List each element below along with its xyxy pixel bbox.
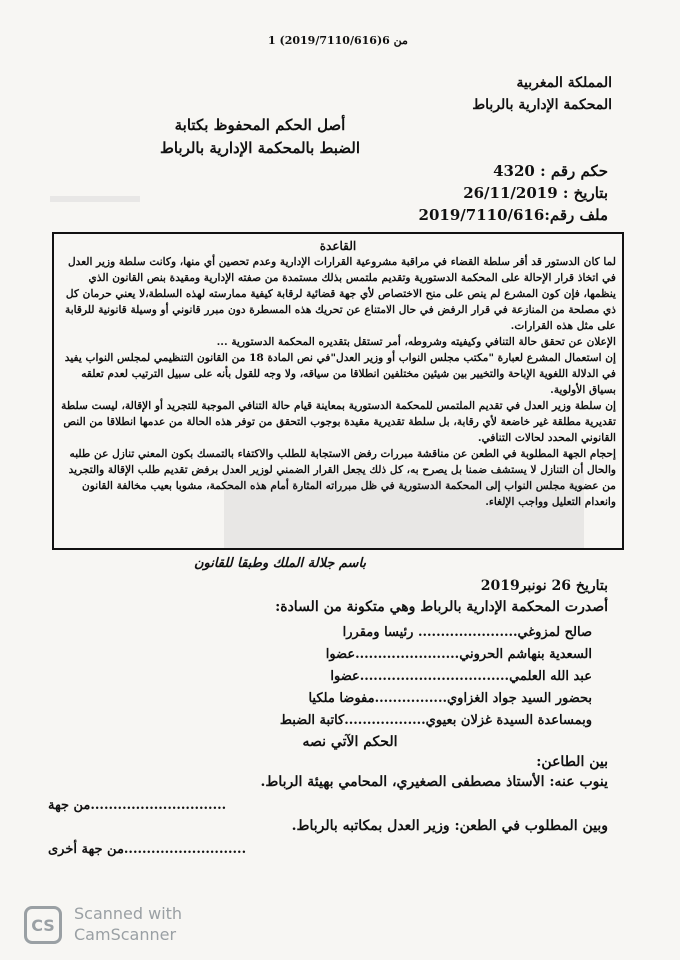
- issuer-block: [312, 72, 612, 116]
- rule-paragraph: إن استعمال المشرع لعبارة "مكتب مجلس النواب أو وزير العدل"في نص المادة 18 من القانون التنظيمي لمجلس النواب يفيد في الدلالة اللغوية الإباحة والتخيير بين شيئين مختلفين انطلاقا من سياقه، ولا وجه للقول بأنه على سبيل الترتيب لعدم تعلقه بسياق الأولوية.: [64, 352, 616, 396]
- verdict-heading: الحكم الآتي نصه: [302, 734, 398, 750]
- hearing-date: بتاريخ 26 نونبر2019: [480, 578, 608, 594]
- camscanner-watermark: [74, 903, 182, 945]
- panel-list: [152, 622, 592, 732]
- royal-invocation: باسم جلالة الملك وطبقا للقانون: [193, 556, 367, 571]
- kingdom-name: المملكة المغربية: [516, 75, 612, 91]
- court-name: المحكمة الإدارية بالرباط: [472, 97, 612, 113]
- camscanner-logo-icon: CS: [24, 906, 62, 944]
- rule-paragraph: إحجام الجهة المطلوبة في الطعن عن مناقشة مبررات رفض الاستجابة للطلب والاكتفاء بالتمسك بكون المعني تنازل عن طلبه والحال أن التنازل لا يستشف ضمنا بل يصرح به، كل ذلك يجعل القرار الضمني لوزير العدل برفض تقديم طلب الإقالة والتجريد من عضوية مجلس النواب إلى المحكمة الدستورية في ظل مبرراته المثارة أمام هذه المحكمة، مشوبا بعيب مخالفة القانون وانعدام التعليل وواجب الإلغاء.: [68, 448, 616, 508]
- court-composition: أصدرت المحكمة الإدارية بالرباط وهي متكونة من السادة:: [275, 599, 608, 615]
- original-title-line-1: أصل الحكم المحفوظ بكتابة: [174, 116, 346, 134]
- party-one-side: ..............................من جهة: [48, 798, 227, 813]
- rule-title: القاعدة: [319, 239, 357, 253]
- judgment-date: بتاريخ : 26/11/2019: [463, 184, 608, 202]
- rule-paragraph: لما كان الدستور قد أقر سلطة القضاء في مراقبة مشروعية القرارات الإدارية وعدم تحصين أي منها، وكانت سلطة وزير العدل في اتخاذ قرار الإحالة على المحكمة الدستورية وتقديم ملتمس بذلك مستمدة من صفته الإدارية ومقيدة بنص القانون الذي ينظمها، فإن كون المشرع لم ينص على منح الاختصاص لأي جهة قضائية لرقابة كيفية ممارسته لهذه السلطة،لا يعني حرمان كل ذي مصلحة من المنازعة في قرار الرفض في حال الامتناع عن تحريك هذه المسطرة دون مبرر قانوني أو وسيلة قانونية للرقابة على مثل هذه القرارات.: [65, 256, 616, 332]
- page-number-header: 1 من 6(2019/7110/616): [268, 34, 408, 47]
- file-number: ملف رقم:2019/7110/616: [418, 206, 608, 224]
- judgment-number: حكم رقم : 4320: [493, 162, 608, 180]
- rule-paragraph: إن سلطة وزير العدل في تقديم الملتمس للمحكمة الدستورية بمعاينة قيام حالة التنافي الموجبة للتجريد أو الإقالة، ليست سلطة تقديرية مطلقة غير خاضعة لأي رقابة، بل سلطة تقديرية مقيدة بوجوب التحقق من توفر هذه الحالة من عدمها انطلاقا من النص القانوني المحدد لحالات التنافي.: [61, 400, 616, 444]
- rule-paragraph: الإعلان عن تحقق حالة التنافي وكيفيته وشروطه، أمر تستقل بتقديره المحكمة الدستورية ...: [216, 336, 616, 348]
- panel-member: وبمساعدة السيدة غزلان بعيوي..................كاتبة الضبط: [279, 713, 592, 728]
- original-title-line-2: الضبط بالمحكمة الإدارية بالرباط: [159, 139, 361, 157]
- original-judgment-title: [110, 114, 410, 160]
- party-two-side: ...........................من جهة أخرى: [48, 842, 247, 857]
- panel-member: صالح لمزوغي...................... رئيسا ومقررا: [342, 625, 592, 640]
- judgment-meta: [288, 160, 608, 226]
- representative-line: ينوب عنه: الأستاذ مصطفى الصغيري، المحامي بهيئة الرباط.: [260, 774, 608, 790]
- rule-box: [52, 232, 624, 550]
- plaintiff-label: بين الطاعن:: [536, 754, 608, 770]
- scanner-line-1: Scanned with: [74, 904, 183, 923]
- redacted-mark: [50, 196, 140, 202]
- defendant-line: وبين المطلوب في الطعن: وزير العدل بمكاتبه بالرباط.: [291, 818, 608, 834]
- panel-member: السعدية بنهاشم الحروني.......................عضوا: [325, 647, 592, 662]
- panel-member: عبد الله العلمي.................................عضوا: [330, 669, 592, 684]
- panel-member: بحضور السيد جواد الغزاوي................مفوضا ملكيا: [308, 691, 592, 706]
- scanner-line-2: CamScanner: [74, 925, 177, 944]
